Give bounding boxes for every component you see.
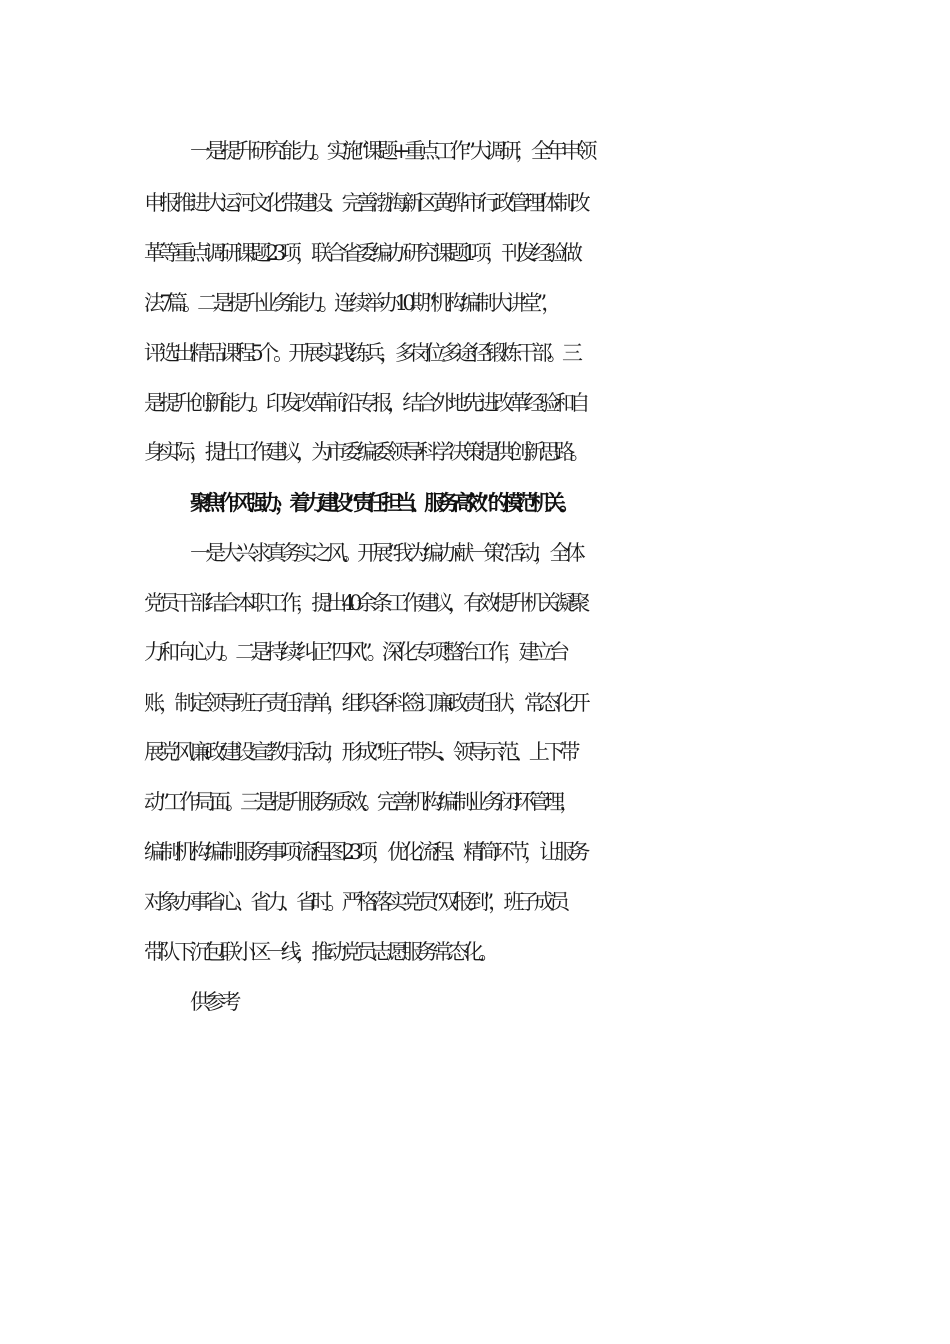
paragraph-1-line-7: 身实际，提出工作建议，为市委编委领导科学决策提供创新思路。	[144, 440, 585, 464]
paragraph-2-line-5: 展党风廉政建设宣教月活动，形成“班子带头、领导示范、上下带	[144, 740, 575, 764]
paragraph-1-line-5: 评选出精品课程5个。开展实践练兵，多岗位多途径锻炼干部。三	[144, 341, 578, 365]
paragraph-1-line-6: 是提升创新能力。印发改革前沿专报，结合外地先进改革经验和自	[144, 391, 585, 415]
paragraph-2-line-1: 一是大兴求真务实之风。开展“我为编办献一策”活动，全体	[190, 541, 580, 565]
paragraph-2-line-7: 编制机构编制服务事项流程图23项，优化流程、精简环节，让服务	[144, 840, 585, 864]
paragraph-1-line-2: 申报推进大运河文化带建设、完善渤海新区黄骅市行政管理体制改	[144, 191, 585, 215]
paragraph-2-line-9: 带队下沉包联小区一线，推动党员志愿服务常态化。	[144, 940, 494, 964]
paragraph-2-line-6: 动”工作局面。三是提升服务质效。完善机构编制业务闭环管理，	[144, 790, 575, 814]
paragraph-2-line-8: 对象办事省心、省力、省时。严格落实党员“双报到”，班子成员	[144, 890, 565, 914]
paragraph-2-line-2: 党员干部结合本职工作，提出40余条工作建议，有效提升机关凝聚	[144, 591, 585, 615]
paragraph-2-line-4: 账，制定领导班子责任清单，组织各科签订廉政责任状，常态化开	[144, 691, 585, 715]
paragraph-1-line-4: 法7篇。二是提升业务能力。连续举办10期“机构编制大讲堂”，	[144, 291, 557, 315]
paragraph-1-line-3: 革等重点调研课题23项，联合省委编办研究课题1项，刊发经验做	[144, 241, 578, 265]
closing-note: 供参考	[190, 990, 236, 1014]
section-heading: 聚焦作风强办，着力建设“责任担当、服务高效”的模范机关。	[190, 491, 574, 515]
paragraph-2-line-3: 力和向心力。二是持续纠正“四风”。深化专项整治工作，建立台	[144, 640, 565, 664]
paragraph-1-line-1: 一是提升研究能力。实施“课题+重点工作”大调研，全年申领	[190, 139, 592, 163]
